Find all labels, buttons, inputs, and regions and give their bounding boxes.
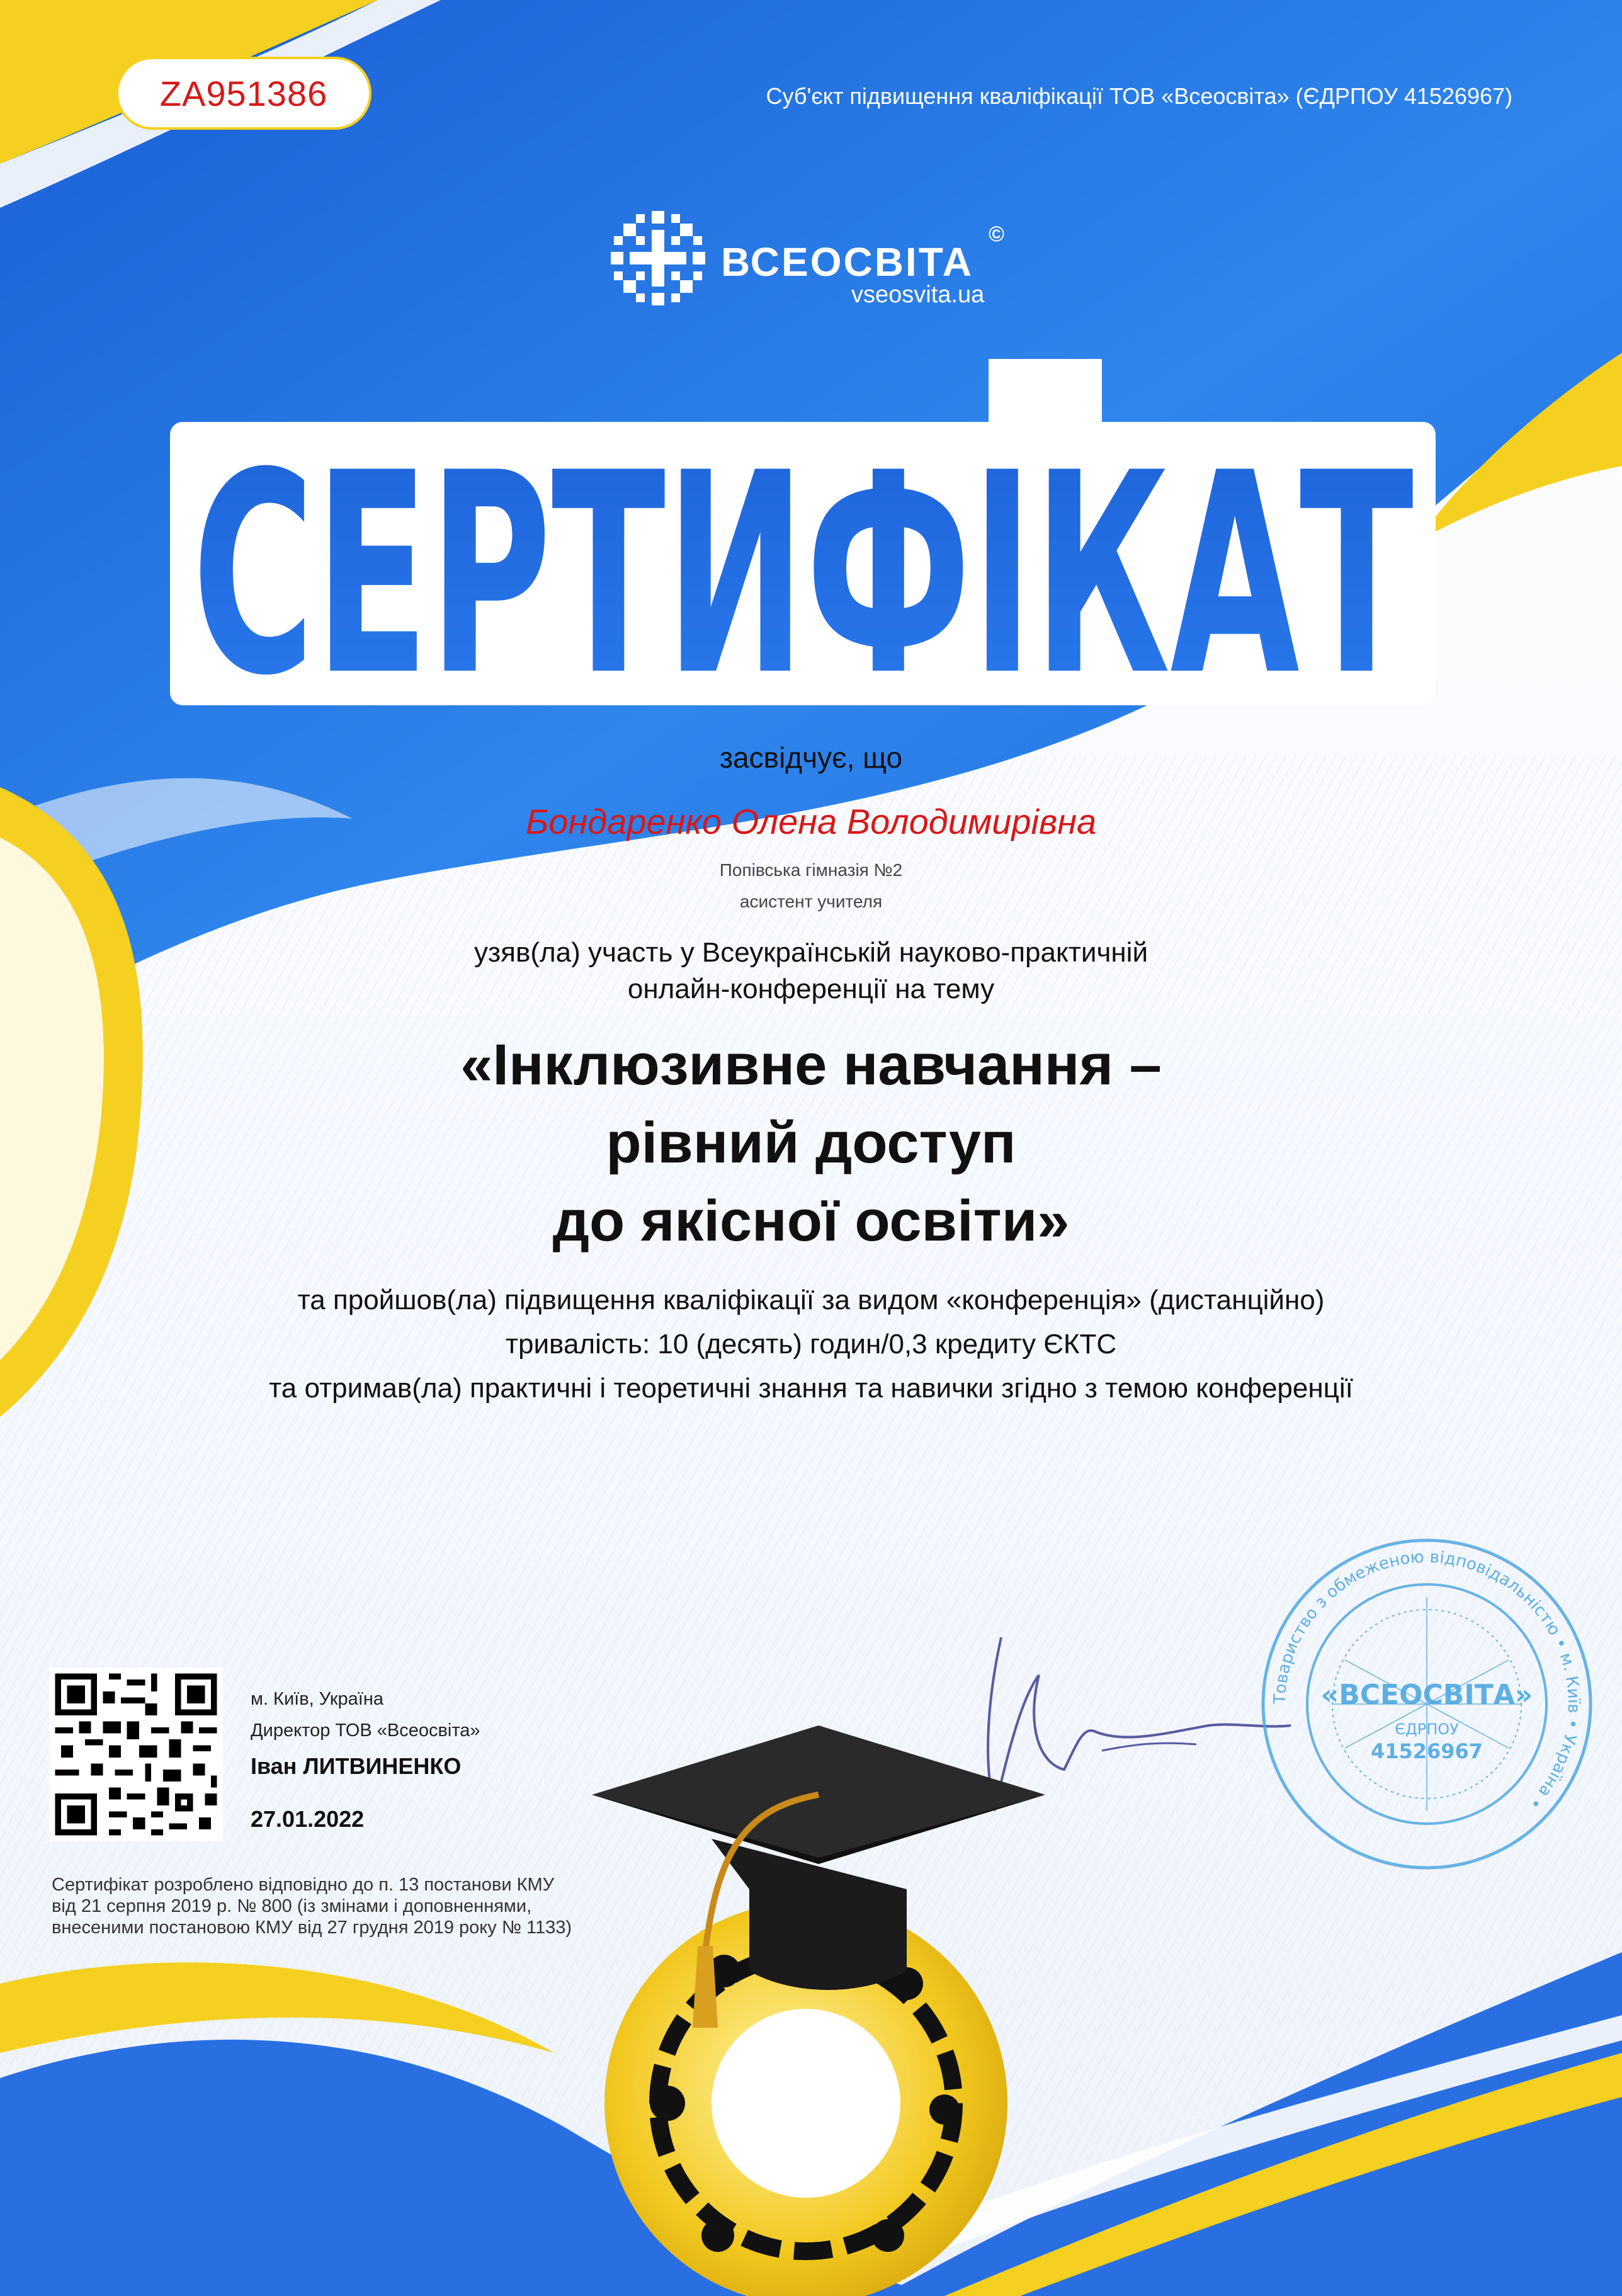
legal-note-line-3: внесеними постановою КМУ від 27 грудня 2019 року № 1133): [52, 1918, 572, 1938]
attests-text: засвідчує, що: [719, 741, 903, 774]
certificate-title: [151, 353, 1473, 730]
provider-line: Суб'єкт підвищення кваліфікації ТОВ «Всеосвіта» (ЄДРПОУ 41526967): [766, 83, 1512, 109]
director-title: Директор ТОВ «Всеосвіта»: [251, 1720, 480, 1741]
details-line-2: тривалість: 10 (десять) годин/0,3 кредиту ЄКТС: [505, 1329, 1117, 1360]
issue-date: 27.01.2022: [251, 1806, 365, 1832]
stamp-center-text: «ВСЕОСВІТА»: [1320, 1679, 1533, 1711]
details-line-1: та пройшов(ла) підвищення кваліфікації за видом «конференція» (дистанційно): [297, 1285, 1325, 1316]
snowflake-logo-icon: [604, 205, 712, 312]
participation-line-2: онлайн-конференції на тему: [627, 974, 995, 1004]
vseosvita-logo: [604, 205, 1020, 312]
topic-line-2: рівний доступ: [606, 1111, 1016, 1175]
director-name: Іван ЛИТВИНЕНКО: [251, 1753, 462, 1779]
topic-line-1: «Інклюзивне навчання –: [460, 1033, 1162, 1097]
copyright-mark: ©: [989, 222, 1005, 246]
participation-line-1: узяв(ла) участь у Всеукраїнській науково-практичній: [474, 937, 1148, 968]
legal-note-line-2: від 21 серпня 2019 р. № 800 (із змінами і доповненнями,: [52, 1896, 532, 1916]
stamp-code-label: ЄДРПОУ: [1395, 1720, 1459, 1738]
person-position: асистент учителя: [739, 892, 883, 911]
certificate-id: ZA951386: [116, 57, 371, 130]
logo-wordmark: ВСЕОСВІТА: [721, 239, 973, 285]
details-line-3: та отримав(ла) практичні і теоретичні знання та навички згідно з темою конференції: [269, 1373, 1353, 1404]
legal-note-line-1: Сертифікат розроблено відповідно до п. 13 постанови КМУ: [52, 1875, 555, 1895]
qr-code[interactable]: [49, 1668, 223, 1841]
legal-note: [52, 1874, 681, 1938]
topic-line-3: до якісної освіти»: [552, 1189, 1070, 1253]
stamp-code: 41526967: [1370, 1739, 1483, 1763]
title-text: СЕРТИФІКАТ: [192, 414, 1415, 730]
graduation-cap-badge: [592, 1700, 1045, 2296]
school-name: Попівська гімназія №2: [719, 860, 903, 880]
company-stamp: [1257, 1534, 1597, 1874]
person-name: Бондаренко Олена Володимирівна: [525, 802, 1097, 841]
logo-url: vseosvita.ua: [851, 281, 985, 308]
city-text: м. Київ, Україна: [251, 1689, 383, 1709]
stamp-outer-text: Товариство з обмеженою відповідальністю • м. Київ • Україна •: [1270, 1547, 1584, 1813]
